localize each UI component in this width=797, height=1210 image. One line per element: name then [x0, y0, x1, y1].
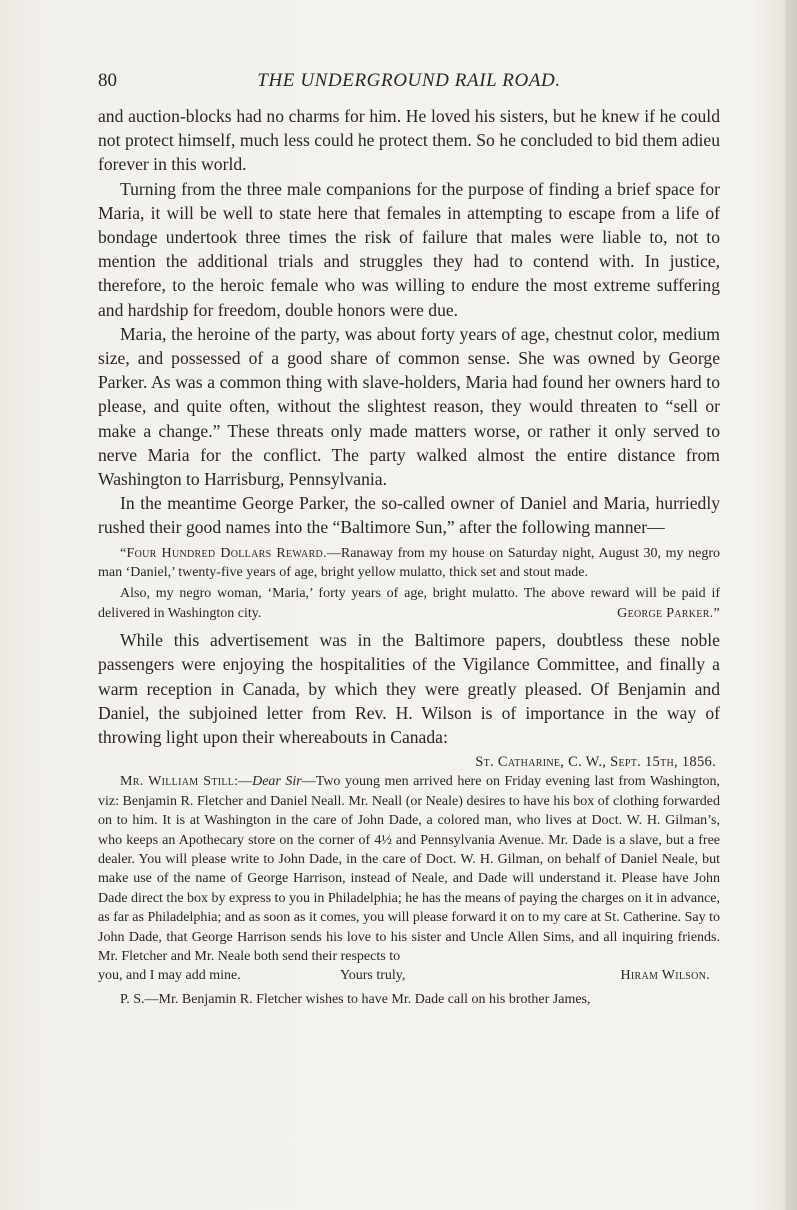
paragraph-advertisement-follow: While this advertisement was in the Baltimore papers, doubtless these noble passengers were enjoying the hospitalities of the Vigilance Committee, and finally a warm reception in Canada, by which they were greatly pleased. Of Benjamin and Daniel, the subjoined letter from Rev. H. Wilson is of importance in the way of throwing light upon their whereabouts in Canada:: [98, 630, 720, 748]
advertisement-paragraph-2: [98, 584, 720, 623]
advertisement-heading: “Four Hundred Dollars Reward.: [120, 545, 327, 561]
letter-signature: Hiram Wilson.: [620, 968, 710, 984]
page-edge: [785, 0, 797, 1210]
letter-closing-line: you, and I may add mine.: [98, 968, 241, 984]
letter: [98, 753, 720, 1009]
advertisement: [98, 544, 720, 624]
paragraph-continuation: and auction-blocks had no charms for him. He loved his sisters, but he knew if he could not protect himself, much less could he protect them. So he concluded to bid them adieu forever in this world.: [98, 106, 720, 175]
letter-salutation-name: Mr. William Still: [120, 774, 235, 790]
letter-body-text: —Two young men arrived here on Friday evening last from Washington, viz: Benjamin R. Fletcher and Daniel Neall. Mr. Neall (or Neale) desires to have his box of clothing forwarded on to him. It is at Washington in the care of John Dade, a colored man, who lives at Doct. W. H. Gilman’s, who keeps an Apothecary store on the corner of 4½ and Pennsylvania Avenue. Mr. Dade is a slave, but a free dealer. You will please write to John Dade, in the care of Doct. W. H. Gilman, on behalf of Daniel Neale, but make use of the name of George Harrison, instead of Neale, and Dade will understand it. Please have John Dade direct the box by express to you in Philadelphia; he has the means of paying the charges on it in advance, as far as Philadelphia; and as soon as it comes, you will please forward it on to my care at St. Catherine. Say to John Dade, that George Harrison sends his love to his sister and Uncle Allen Sims, and all inquiring friends. Mr. Fletcher and Mr. Neale both send their respects to: [98, 774, 720, 964]
advertisement-paragraph-1: [98, 544, 720, 583]
paragraph-parker: In the meantime George Parker, the so-called owner of Daniel and Maria, hurriedly rushed their good names into the “Baltimore Sun,” after the following manner—: [98, 493, 720, 538]
page-number: 80: [98, 70, 117, 91]
advertisement-text-2: Also, my negro woman, ‘Maria,’ forty years of age, bright mulatto. The above reward will be paid if delivered in Washington city.: [98, 586, 720, 621]
letter-postscript: P. S.—Mr. Benjamin R. Fletcher wishes to have Mr. Dade call on his brother James,: [120, 991, 591, 1007]
letter-closing: Yours truly,: [340, 968, 406, 984]
paragraph-females: Turning from the three male companions for the purpose of finding a brief space for Maria, it will be well to state here that females in attempting to escape from a life of bondage undertook three times the risk of failure that males were liable to, not to mention the additional trials and struggles they had to contend with. In justice, therefore, to the heroic female who was willing to endure the most extreme suffering and hardship for freedom, double honors were due.: [98, 178, 720, 320]
letter-dateline: St. Catharine, C. W., Sept. 15th, 1856.: [475, 754, 716, 771]
letter-salutation-dear: Dear Sir: [252, 774, 302, 790]
page-header: [98, 70, 720, 98]
letter-closing-row: [98, 966, 720, 985]
letter-body: [98, 772, 720, 966]
letter-salutation-sep: :—: [234, 774, 253, 790]
paragraph-maria: Maria, the heroine of the party, was about forty years of age, chestnut color, medium size, and possessed of a good share of common sense. She was owned by George Parker. As was a common thing with slave-holders, Maria had found her owners hard to please, and quite often, without the slightest reason, they would threaten to “sell or make a change.” These threats only made matters worse, or rather it only served to nerve Maria for the conflict. The party walked almost the entire distance from Washington to Harrisburg, Pennsylvania.: [98, 323, 720, 490]
running-title: THE UNDERGROUND RAIL ROAD.: [257, 70, 561, 91]
page-body: [98, 104, 720, 1009]
advertisement-text-1: —Ranaway from my house on Saturday night, August 30, my negro man ‘Daniel,’ twenty-five years of age, bright yellow mulatto, thick set and stout made.: [98, 545, 721, 581]
advertisement-signature: George Parker.”: [617, 605, 720, 621]
